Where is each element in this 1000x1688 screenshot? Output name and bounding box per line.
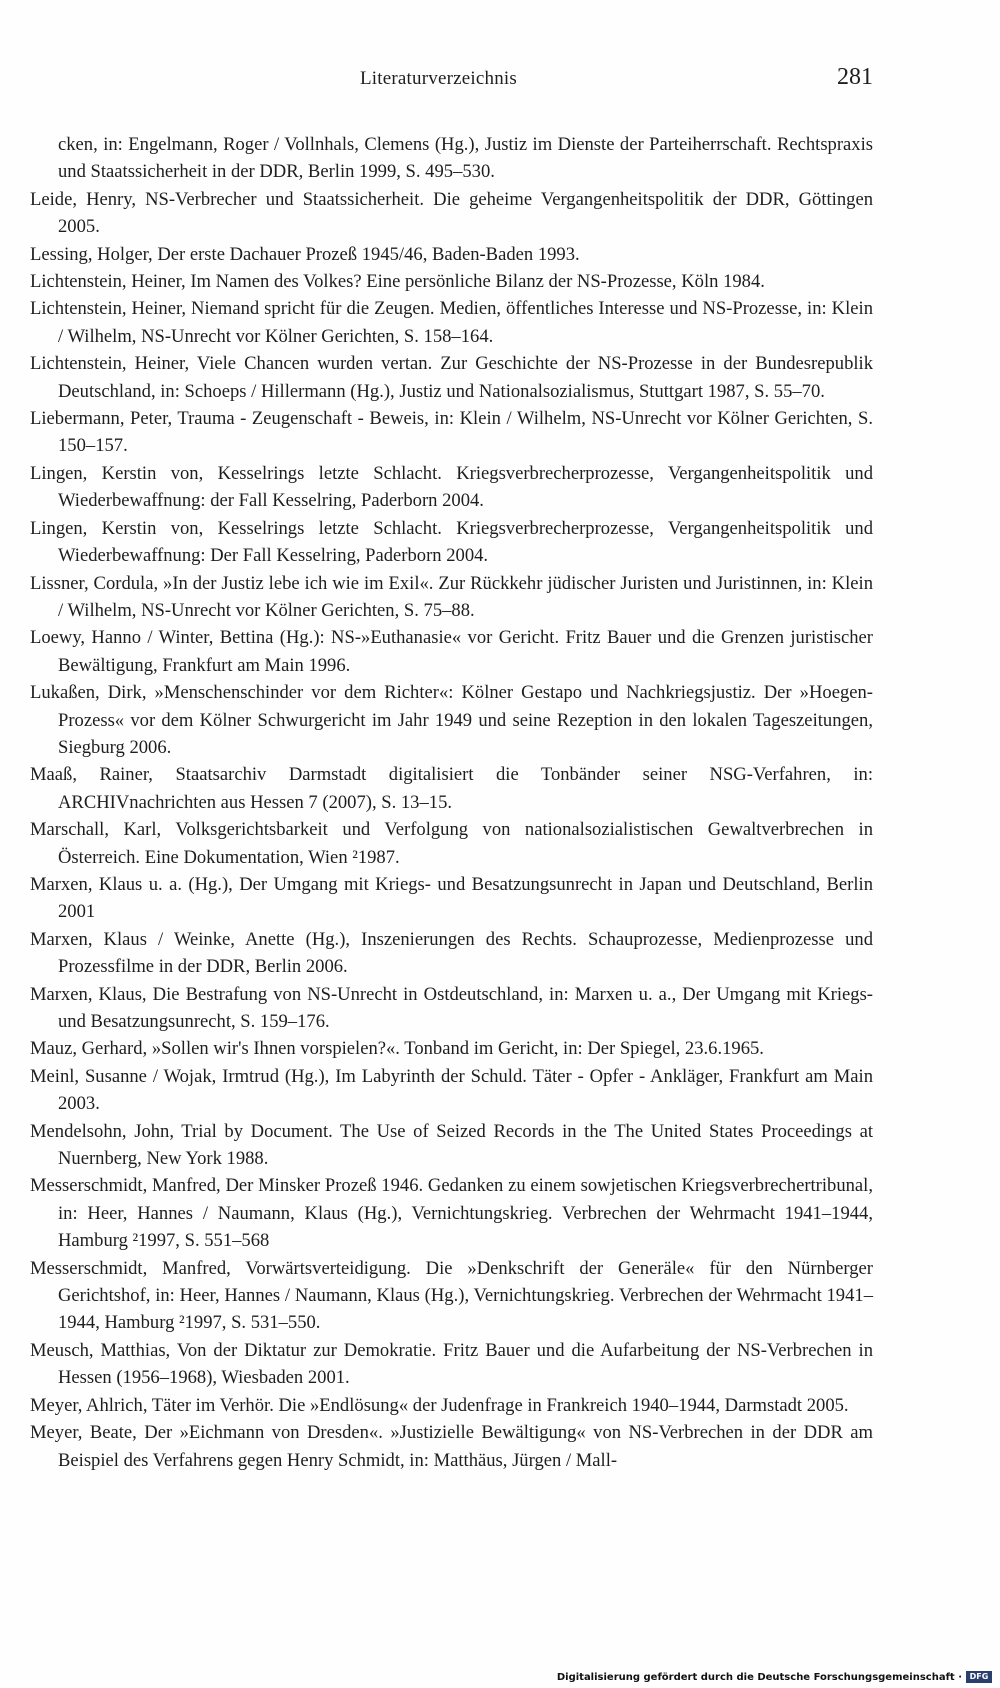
bibliography-entry: Mauz, Gerhard, »Sollen wir's Ihnen vorspielen?«. Tonband im Gericht, in: Der Spiegel, 23.6.1965.	[30, 1038, 764, 1060]
digitization-footer	[557, 1671, 992, 1683]
bibliography-entry: Meyer, Ahlrich, Täter im Verhör. Die »Endlösung« der Judenfrage in Frankreich 1940–1944, Darmstadt 2005.	[30, 1394, 849, 1416]
running-head	[30, 64, 873, 96]
section-title: Literaturverzeichnis	[360, 68, 517, 89]
bibliography-entry: Lichtenstein, Heiner, Niemand spricht für die Zeugen. Medien, öffentliches Interesse und NS-Prozesse, in: Klein / Wilhelm, NS-Unrecht vor Kölner Gerichten, S. 158–164.	[30, 298, 873, 347]
bibliography-entry: Lichtenstein, Heiner, Viele Chancen wurden vertan. Zur Geschichte der NS-Prozesse in der Bundesrepublik Deutschland, in: Schoeps / Hillermann (Hg.), Justiz und Nationalsozialismus, Stuttgart 1987, S. 55–70.	[30, 353, 873, 402]
bibliography-entry: Lingen, Kerstin von, Kesselrings letzte Schlacht. Kriegsverbrecherprozesse, Vergangenheitspolitik und Wiederbewaffnung: Der Fall Kesselring, Paderborn 2004.	[30, 517, 873, 567]
bibliography-entry: Meyer, Beate, Der »Eichmann von Dresden«. »Justizielle Bewältigung« von NS-Verbrechen in der DDR am Beispiel des Verfahrens gegen Henry Schmidt, in: Matthäus, Jürgen / Mall-	[30, 1422, 873, 1471]
bibliography-entry: Lingen, Kerstin von, Kesselrings letzte Schlacht. Kriegsverbrecherprozesse, Vergangenheitspolitik und Wiederbewaffnung: der Fall Kesselring, Paderborn 2004.	[30, 462, 873, 512]
bibliography-entry: Mendelsohn, John, Trial by Document. The Use of Seized Records in the The United States Proceedings at Nuernberg, New York 1988.	[30, 1120, 873, 1170]
bibliography-entry: Meinl, Susanne / Wojak, Irmtrud (Hg.), Im Labyrinth der Schuld. Täter - Opfer - Ankläger, Frankfurt am Main 2003.	[30, 1065, 873, 1115]
bibliography-entry: Marxen, Klaus / Weinke, Anette (Hg.), Inszenierungen des Rechts. Schauprozesse, Medienprozesse und Prozessfilme in der DDR, Berlin 2006.	[30, 928, 873, 978]
bibliography-entry: Maaß, Rainer, Staatsarchiv Darmstadt digitalisiert die Tonbänder seiner NSG-Verfahren, in: ARCHIVnachrichten aus Hessen 7 (2007), S. 13–15.	[30, 764, 873, 813]
bibliography-entry: Lichtenstein, Heiner, Im Namen des Volkes? Eine persönliche Bilanz der NS-Prozesse, Köln 1984.	[30, 271, 765, 293]
bibliography-entry: cken, in: Engelmann, Roger / Vollnhals, Clemens (Hg.), Justiz im Dienste der Parteiherrschaft. Rechtspraxis und Staatssicherheit in der DDR, Berlin 1999, S. 495–530.	[58, 134, 873, 183]
bibliography-entry: Marschall, Karl, Volksgerichtsbarkeit und Verfolgung von nationalsozialistischen Gewaltverbrechen in Österreich. Eine Dokumentation, Wien ²1987.	[30, 819, 873, 868]
bibliography-entry: Loewy, Hanno / Winter, Bettina (Hg.): NS-»Euthanasie« vor Gericht. Fritz Bauer und die Grenzen juristischer Bewältigung, Frankfurt am Main 1996.	[30, 627, 873, 676]
bibliography-entry: Lessing, Holger, Der erste Dachauer Prozeß 1945/46, Baden-Baden 1993.	[30, 243, 580, 265]
bibliography-entry: Meusch, Matthias, Von der Diktatur zur Demokratie. Fritz Bauer und die Aufarbeitung der NS-Verbrechen in Hessen (1956–1968), Wiesbaden 2001.	[30, 1339, 873, 1389]
bibliography-entry: Leide, Henry, NS-Verbrecher und Staatssicherheit. Die geheime Vergangenheitspolitik der DDR, Göttingen 2005.	[30, 188, 873, 238]
page-number: 281	[837, 64, 873, 90]
bibliography-entry: Lukaßen, Dirk, »Menschenschinder vor dem Richter«: Kölner Gestapo und Nachkriegsjustiz. Der »Hoegen-Prozess« vor dem Kölner Schwurgericht im Jahr 1949 und seine Rezeption in den lokalen Tageszeitungen, Siegburg 2006.	[30, 682, 873, 758]
bibliography-entry: Messerschmidt, Manfred, Der Minsker Prozeß 1946. Gedanken zu einem sowjetischen Kriegsverbrechertribunal, in: Heer, Hannes / Naumann, Klaus (Hg.), Vernichtungskrieg. Verbrechen der Wehrmacht 1941–1944, Hamburg ²1997, S. 551–568	[30, 1175, 873, 1252]
bibliography-entry: Marxen, Klaus u. a. (Hg.), Der Umgang mit Kriegs- und Besatzungsunrecht in Japan und Deutschland, Berlin 2001	[30, 873, 873, 923]
bibliography-list	[30, 131, 873, 1474]
dfg-logo-icon: DFG	[966, 1671, 992, 1683]
bibliography-entry: Lissner, Cordula, »In der Justiz lebe ich wie im Exil«. Zur Rückkehr jüdischer Juristen und Juristinnen, in: Klein / Wilhelm, NS-Unrecht vor Kölner Gerichten, S. 75–88.	[30, 572, 873, 621]
footer-text: Digitalisierung gefördert durch die Deutsche Forschungsgemeinschaft ·	[556, 1671, 962, 1683]
bibliography-entry: Marxen, Klaus, Die Bestrafung von NS-Unrecht in Ostdeutschland, in: Marxen u. a., Der Umgang mit Kriegs- und Besatzungsunrecht, S. 159–176.	[30, 983, 873, 1032]
bibliography-entry: Messerschmidt, Manfred, Vorwärtsverteidigung. Die »Denkschrift der Generäle« für den Nürnberger Gerichtshof, in: Heer, Hannes / Naumann, Klaus (Hg.), Vernichtungskrieg. Verbrechen der Wehrmacht 1941–1944, Hamburg ²1997, S. 531–550.	[30, 1257, 873, 1334]
bibliography-entry: Liebermann, Peter, Trauma - Zeugenschaft - Beweis, in: Klein / Wilhelm, NS-Unrecht vor Kölner Gerichten, S. 150–157.	[30, 408, 873, 457]
